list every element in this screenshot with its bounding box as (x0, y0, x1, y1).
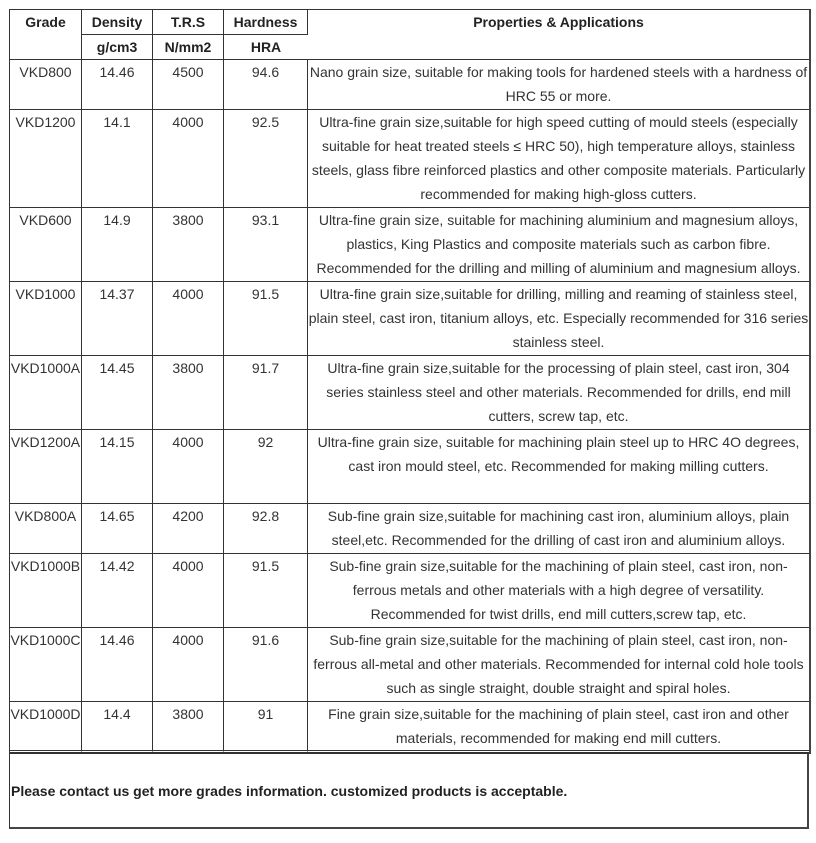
table-row (10, 702, 809, 753)
header-hardness: Hardness (224, 10, 308, 35)
trs-cell: 4000 (153, 430, 224, 504)
trs-cell: 4000 (153, 554, 224, 628)
grade-cell: VKD1000C (10, 628, 82, 702)
properties-cell: Fine grain size,suitable for the machining of plain steel, cast iron and other materials, recommended for making end mill cutters. (308, 702, 809, 753)
grades-table-container (9, 9, 808, 829)
properties-cell: Sub-fine grain size,suitable for machining cast iron, aluminium alloys, plain steel,etc. Recommended for the drilling of cast iron and aluminium alloys. (308, 504, 809, 554)
trs-cell: 3800 (153, 208, 224, 282)
hardness-cell: 91.6 (224, 628, 308, 702)
trs-cell: 4000 (153, 628, 224, 702)
hardness-cell: 92.8 (224, 504, 308, 554)
hardness-cell: 92 (224, 430, 308, 504)
trs-cell: 3800 (153, 356, 224, 430)
trs-cell: 4200 (153, 504, 224, 554)
table-row (10, 430, 809, 504)
density-cell: 14.9 (82, 208, 153, 282)
trs-cell: 4000 (153, 282, 224, 356)
grade-cell: VKD1000B (10, 554, 82, 628)
trs-cell: 4500 (153, 60, 224, 110)
table-row (10, 628, 809, 702)
trs-cell: 3800 (153, 702, 224, 753)
grade-cell: VKD1200A (10, 430, 82, 504)
contact-note-text: Please contact us get more grades information. customized products is acceptable. (11, 782, 568, 799)
density-cell: 14.65 (82, 504, 153, 554)
hardness-cell: 91.5 (224, 554, 308, 628)
header-trs: T.R.S (153, 10, 224, 35)
grades-table (9, 9, 811, 754)
contact-note (9, 754, 809, 829)
grade-cell: VKD800A (10, 504, 82, 554)
grade-cell: VKD1000D (10, 702, 82, 753)
hardness-cell: 93.1 (224, 208, 308, 282)
hardness-cell: 92.5 (224, 110, 308, 208)
grade-cell: VKD600 (10, 208, 82, 282)
table-row (10, 504, 809, 554)
table-row (10, 282, 809, 356)
grade-cell: VKD1000A (10, 356, 82, 430)
grade-cell: VKD1000 (10, 282, 82, 356)
table-row (10, 110, 809, 208)
trs-cell: 4000 (153, 110, 224, 208)
header-properties: Properties & Applications (308, 10, 809, 60)
hardness-cell: 91.5 (224, 282, 308, 356)
properties-cell: Sub-fine grain size,suitable for the machining of plain steel, cast iron, non-ferrous all-metal and other materials. Recommended for internal cold hole tools such as single straight, double straight and spiral holes. (308, 628, 809, 702)
table-row (10, 554, 809, 628)
density-cell: 14.37 (82, 282, 153, 356)
header-trs-unit: N/mm2 (153, 35, 224, 60)
density-cell: 14.1 (82, 110, 153, 208)
density-cell: 14.15 (82, 430, 153, 504)
properties-cell: Ultra-fine grain size,suitable for high speed cutting of mould steels (especially suitable for heat treated steels ≤ HRC 50), high temperature alloys, stainless steels, glass fibre reinforced plastics and other composite materials. Particularly recommended for making high-gloss cutters. (308, 110, 809, 208)
header-density: Density (82, 10, 153, 35)
table-row (10, 208, 809, 282)
hardness-cell: 91 (224, 702, 308, 753)
grade-cell: VKD800 (10, 60, 82, 110)
density-cell: 14.46 (82, 60, 153, 110)
density-cell: 14.46 (82, 628, 153, 702)
density-cell: 14.4 (82, 702, 153, 753)
properties-cell: Nano grain size, suitable for making tools for hardened steels with a hardness of HRC 55 or more. (308, 60, 809, 110)
hardness-cell: 94.6 (224, 60, 308, 110)
properties-cell: Ultra-fine grain size,suitable for the processing of plain steel, cast iron, 304 series stainless steel and other materials. Recommended for drills, end mill cutters, screw tap, etc. (308, 356, 809, 430)
grade-cell: VKD1200 (10, 110, 82, 208)
properties-cell: Sub-fine grain size,suitable for the machining of plain steel, cast iron, non-ferrous metals and other materials with a high degree of versatility. Recommended for twist drills, end mill cutters,screw tap, etc. (308, 554, 809, 628)
properties-cell: Ultra-fine grain size, suitable for machining plain steel up to HRC 4O degrees, cast iron mould steel, etc. Recommended for making milling cutters. (308, 430, 809, 504)
properties-cell: Ultra-fine grain size, suitable for machining aluminium and magnesium alloys, plastics, King Plastics and composite materials such as carbon fibre. Recommended for the drilling and milling of aluminium and magnesium alloys. (308, 208, 809, 282)
header-hardness-unit: HRA (224, 35, 308, 60)
header-density-unit: g/cm3 (82, 35, 153, 60)
properties-cell: Ultra-fine grain size,suitable for drilling, milling and reaming of stainless steel, plain steel, cast iron, titanium alloys, etc. Especially recommended for 316 series stainless steel. (308, 282, 809, 356)
table-row (10, 60, 809, 110)
density-cell: 14.42 (82, 554, 153, 628)
table-row (10, 356, 809, 430)
hardness-cell: 91.7 (224, 356, 308, 430)
header-grade: Grade (10, 10, 82, 60)
density-cell: 14.45 (82, 356, 153, 430)
header-row (10, 10, 809, 35)
